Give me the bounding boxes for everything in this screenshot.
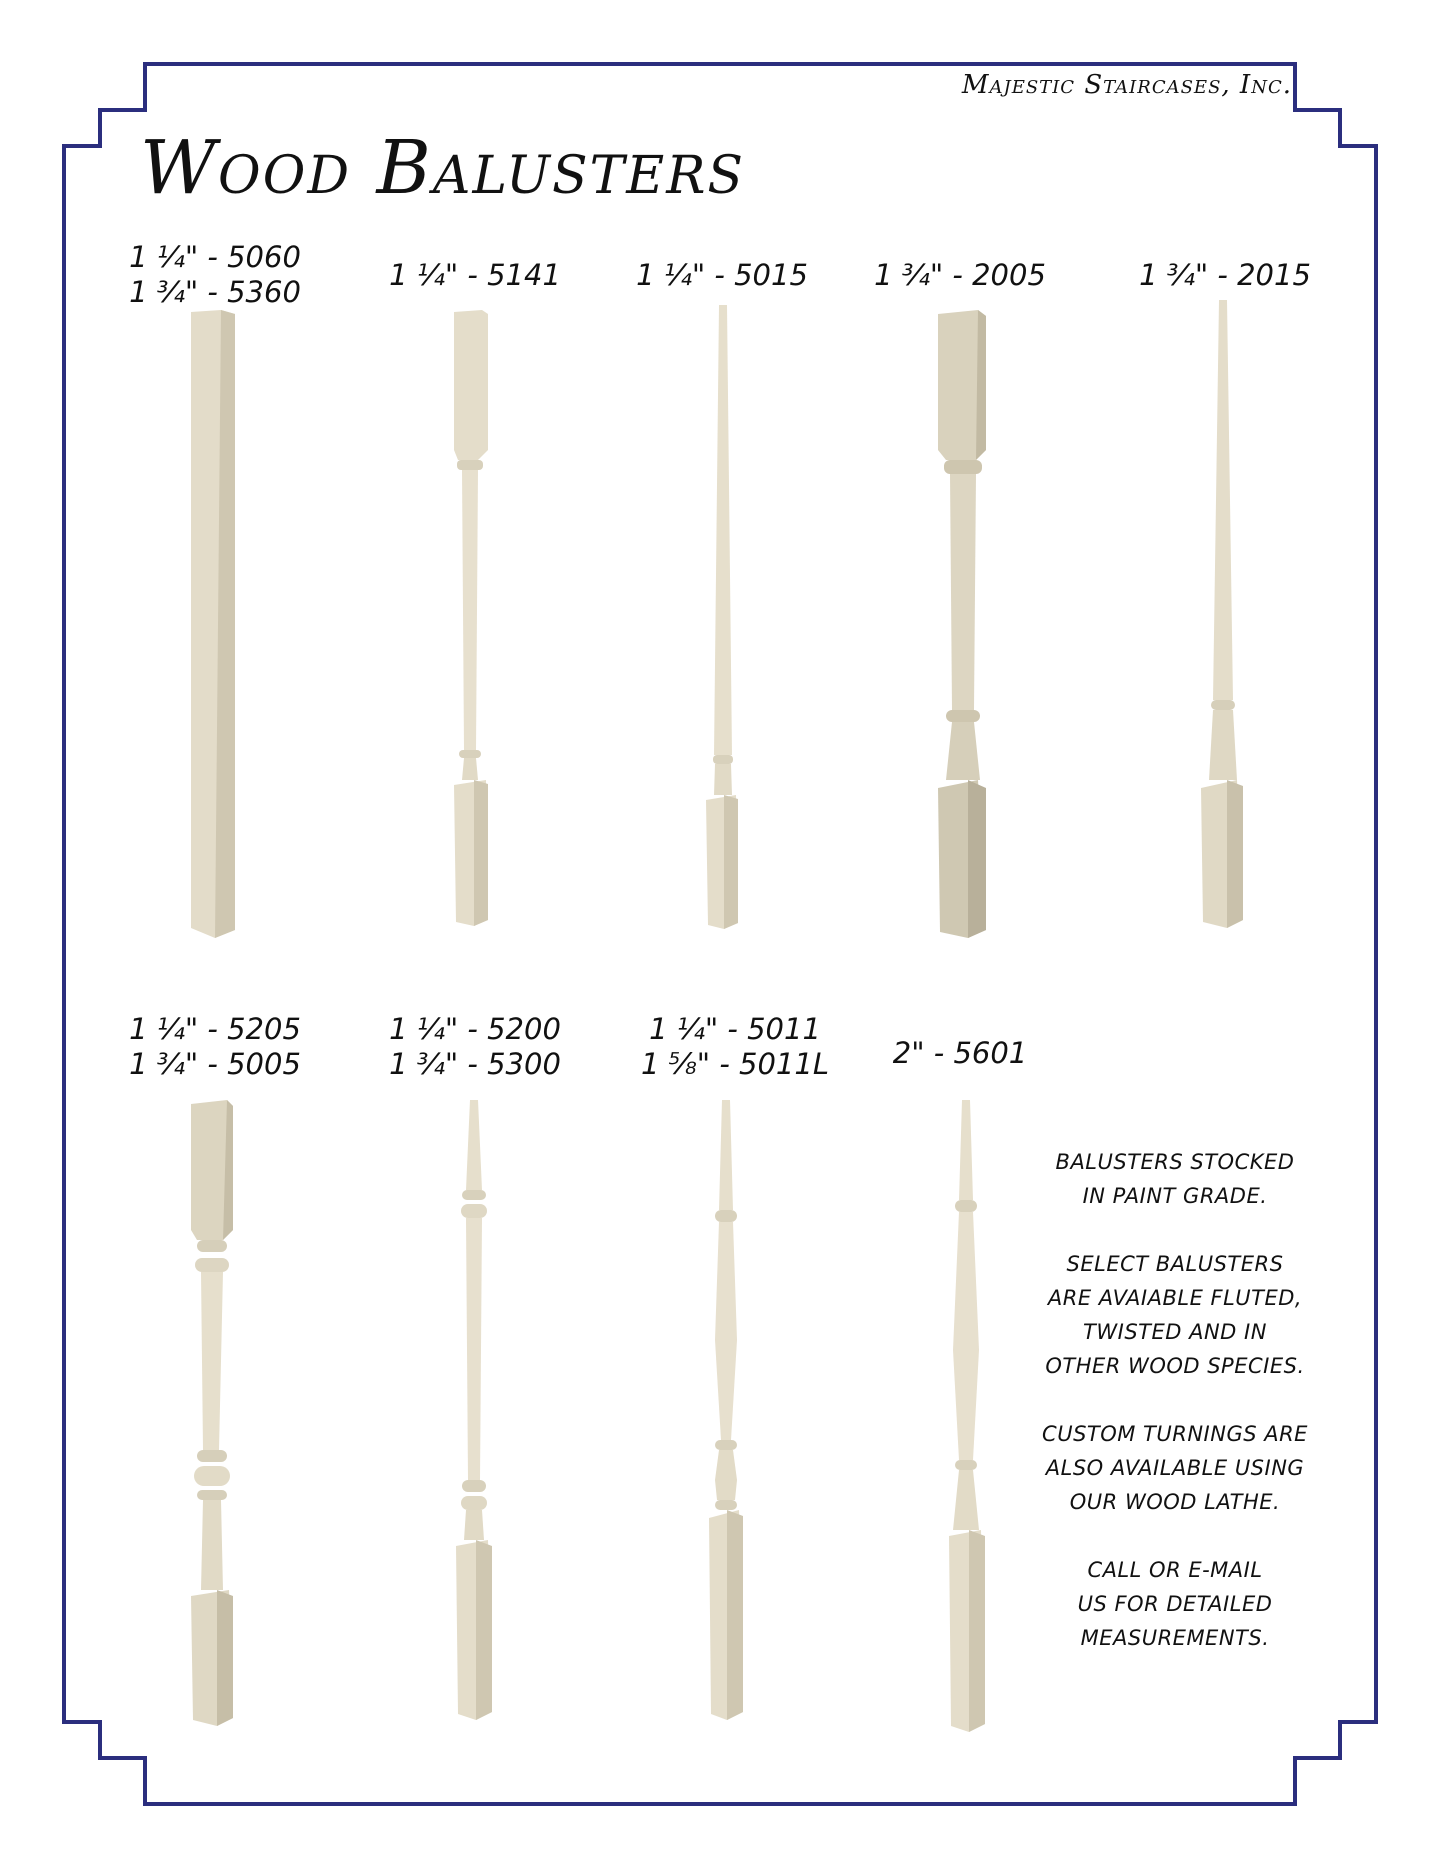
- note-stock: BALUSTERS STOCKED IN PAINT GRADE.: [1055, 1150, 1295, 1208]
- note-custom: CUSTOM TURNINGS ARE ALSO AVAILABLE USING OUR WOOD LATHE.: [1042, 1422, 1308, 1514]
- baluster-image-2005: [932, 310, 1002, 940]
- baluster-image-5015: [700, 305, 750, 935]
- notes-panel: [1020, 1145, 1330, 1689]
- baluster-label-5141: 1 ¼" - 5141: [389, 258, 561, 292]
- baluster-image-5060: [185, 310, 245, 940]
- baluster-image-5141: [448, 310, 498, 930]
- baluster-label-2005: 1 ¾" - 2005: [874, 258, 1046, 292]
- company-name: Majestic Staircases, Inc.: [961, 70, 1292, 100]
- page-title: Wood Balusters: [140, 125, 746, 211]
- baluster-image-5011: [705, 1100, 755, 1730]
- baluster-image-5601: [945, 1100, 995, 1740]
- baluster-label-5060: 1 ¼" - 5060 1 ¾" - 5360: [129, 240, 301, 309]
- note-contact: CALL OR E-MAIL US FOR DETAILED MEASUREMENTS.: [1077, 1558, 1273, 1650]
- baluster-label-5015: 1 ¼" - 5015: [636, 258, 808, 292]
- baluster-label-5011: 1 ¼" - 5011 1 ⅝" - 5011L: [641, 1012, 829, 1081]
- baluster-label-2015: 1 ¾" - 2015: [1139, 258, 1311, 292]
- baluster-label-5200: 1 ¼" - 5200 1 ¾" - 5300: [389, 1012, 561, 1081]
- note-options: SELECT BALUSTERS ARE AVAIABLE FLUTED, TWISTED AND IN OTHER WOOD SPECIES.: [1045, 1252, 1305, 1378]
- baluster-label-5205: 1 ¼" - 5205 1 ¾" - 5005: [129, 1012, 301, 1081]
- baluster-image-5205: [185, 1100, 245, 1730]
- baluster-image-2015: [1197, 300, 1257, 940]
- baluster-image-5200: [452, 1100, 502, 1730]
- baluster-label-5601: 2" - 5601: [892, 1036, 1028, 1070]
